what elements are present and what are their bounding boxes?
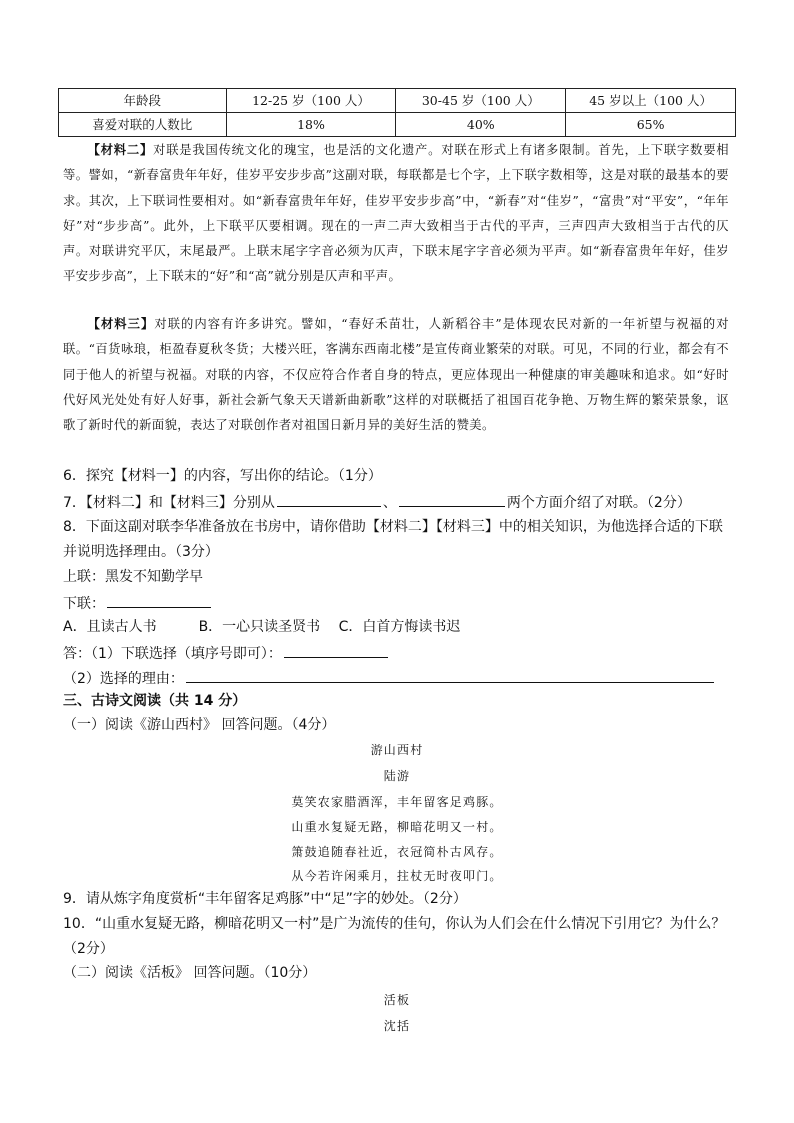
answer-reason-line <box>63 666 716 690</box>
subsection-one-heading: （一）阅读《游山西村》 回答问题。（4分） <box>63 717 336 733</box>
material-two-text: 对联是我国传统文化的瑰宝，也是活的文化遗产。对联在形式上有诸多限制。首先，上下联字数要相等。譬如，“新春富贵年年好，佳岁平安步步高”这副对联，每联都是七个字，上下联字数相等，这是对联的最基本的要求。其次，上下联词性要相对。如“新春富贵年年好，佳岁平安步步高”中，“新春”对“佳岁”，“富贵”对“平安”，“年年好”对“步步高”。此外，上下联平仄要相调。现在的一声二声大致相当于古代的平声，三声四声大致相当于古代的仄声。对联讲究平仄，末尾最严。上联末尾字字音必须为仄声，下联末尾字字音必须为平声。如“新春富贵年年好，佳岁平安步步高”，上下联末的“好”和“高”就分别是仄声和平声。 <box>63 143 729 284</box>
passage-author: 沈括 <box>383 1019 411 1033</box>
lower-couplet-label: 下联： <box>63 596 105 612</box>
upper-couplet: 上联：黑发不知勤学早 <box>63 569 203 585</box>
material-two-paragraph <box>63 137 729 290</box>
table-header-row <box>59 89 736 113</box>
material-three-tag: 【材料三】 <box>87 316 155 331</box>
table-cell: 喜爱对联的人数比 <box>59 113 227 137</box>
lower-couplet-blank[interactable] <box>107 591 211 608</box>
section-three-heading: 三、古诗文阅读（共 14 分） <box>63 693 247 709</box>
table-cell: 18% <box>226 113 396 137</box>
poem-line: 莫笑农家腊酒浑，丰年留客足鸡豚。 <box>291 795 503 809</box>
table-cell: 65% <box>566 113 736 137</box>
table-cell: 40% <box>396 113 566 137</box>
question-9: 9．请从炼字角度赏析“丰年留客足鸡豚”中“足”字的妙处。（2分） <box>63 891 467 907</box>
answer-reason-blank[interactable] <box>186 666 714 683</box>
question-6: 6．探究【材料一】的内容，写出你的结论。（1分） <box>63 468 382 484</box>
poem-line: 山重水复疑无路，柳暗花明又一村。 <box>291 820 503 834</box>
answer-choice-line <box>63 641 390 665</box>
question-7 <box>63 490 691 514</box>
answer-blank-2[interactable] <box>399 490 505 507</box>
answer-reason-label: （2）选择的理由： <box>63 671 184 687</box>
answer-choice-label: 答：（1）下联选择（填序号即可）： <box>63 646 282 662</box>
passage-title: 活板 <box>383 993 411 1007</box>
question-10: 10．“山重水复疑无路，柳暗花明又一村”是广为流传的佳句，你认为人们会在什么情况下引用它？为什么？（2分） <box>63 916 726 957</box>
table-header-cell: 12-25 岁（100 人） <box>226 89 396 113</box>
table-row <box>59 113 736 137</box>
question-7-separator: 、 <box>382 495 397 511</box>
lower-couplet <box>63 591 213 615</box>
poem-author: 陆游 <box>383 769 411 783</box>
couplet-options: A．且读古人书 B．一心只读圣贤书 C．白首方悔读书迟 <box>63 619 461 635</box>
answer-choice-blank[interactable] <box>284 641 388 658</box>
poem-line: 从今若许闲乘月，拄杖无时夜叩门。 <box>291 869 503 883</box>
survey-table <box>58 88 736 137</box>
material-two-tag: 【材料二】 <box>87 142 154 157</box>
answer-blank-1[interactable] <box>277 490 381 507</box>
table-header-cell: 45 岁以上（100 人） <box>566 89 736 113</box>
question-8: 8．下面这副对联李华准备放在书房中，请你借助【材料二】【材料三】中的相关知识，为他选择合适的下联并说明选择理由。（3分） <box>63 519 723 560</box>
material-three-paragraph <box>63 311 729 438</box>
subsection-two-heading: （二）阅读《活板》 回答问题。（10分） <box>63 965 317 981</box>
table-header-cell: 30-45 岁（100 人） <box>396 89 566 113</box>
question-7-prefix: 7．【材料二】和【材料三】分别从 <box>63 495 275 511</box>
table-header-cell: 年龄段 <box>59 89 227 113</box>
question-7-suffix: 两个方面介绍了对联。（2分） <box>506 495 691 511</box>
poem-line: 箫鼓追随春社近，衣冠简朴古风存。 <box>291 845 503 859</box>
poem-title: 游山西村 <box>370 743 424 757</box>
material-three-text: 对联的内容有许多讲究。譬如，“春好禾苗壮，人新稻谷丰”是体现农民对新的一年祈望与祝福的对联。“百货咏琅，柜盈春夏秋冬货；大楼兴旺，客满东西南北楼”是宣传商业繁荣的对联。可见，不同的行业，都会有不同于他人的祈望与祝福。对联的内容，不仅应符合作者自身的特点，更应体现出一种健康的审美趣味和追求。如“好时代好风光处处有好人好事，新社会新气象天天谱新曲新歌”这样的对联概括了祖国百花争艳、万物生辉的繁荣景象，讴歌了新时代的新面貌，表达了对联创作者对祖国日新月异的美好生活的赞美。 <box>63 317 729 433</box>
